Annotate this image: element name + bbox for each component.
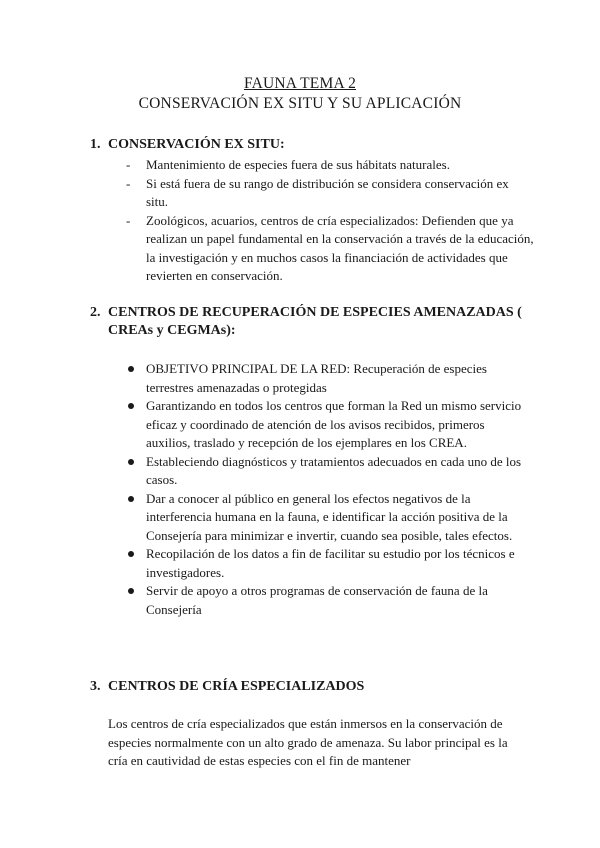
bullet-icon [128, 496, 134, 502]
section-1-number: 1. [90, 137, 101, 152]
list-item [128, 453, 528, 490]
bullet-icon [128, 459, 134, 465]
list-item-text: Estableciendo diagnósticos y tratamientos adecuados en cada uno de los casos. [146, 453, 522, 487]
section-2-heading [90, 304, 535, 340]
bullet-icon [128, 366, 134, 372]
bullet-icon [128, 551, 134, 557]
list-item-text: Mantenimiento de especies fuera de sus hábitats naturales. [146, 157, 450, 172]
section-2-number: 2. [90, 305, 101, 320]
bullet-icon [128, 403, 134, 409]
section-3-title: CENTROS DE CRÍA ESPECIALIZADOS [108, 679, 365, 694]
list-item [126, 175, 534, 212]
section-1-list [126, 156, 534, 286]
list-item-text: Recopilación de los datos a fin de facilitar su estudio por los técnicos e investigadores. [146, 546, 515, 580]
section-3-heading [90, 678, 535, 696]
dash-marker: - [126, 212, 131, 228]
list-item-text: Zoológicos, acuarios, centros de cría especializados: Defienden que ya realizan un papel fundamental en la conservación a través de la educación, la investigación y en muchos casos la financiación de actividades que revierten en conservación. [146, 212, 534, 283]
section-1-heading [90, 136, 535, 154]
section-2-title: CENTROS DE RECUPERACIÓN DE ESPECIES AMENAZADAS ( CREAs y CEGMAs): [108, 305, 522, 338]
section-3-paragraph: Los centros de cría especializados que están inmersos en la conservación de especies normalmente con un alto grado de amenaza. Su labor principal es la cría en cautividad de estas especies con el fin de mantener [108, 716, 508, 768]
list-item [128, 397, 528, 453]
list-item [128, 360, 528, 397]
section-3-number: 3. [90, 679, 101, 694]
list-item [126, 212, 534, 286]
list-item-text: Si está fuera de su rango de distribución se considera conservación ex situ. [146, 175, 509, 209]
list-item-text: OBJETIVO PRINCIPAL DE LA RED: Recuperación de especies terrestres amenazadas o protegidas [146, 361, 487, 395]
document-title: FAUNA TEMA 2 [243, 75, 357, 92]
list-item-text: Garantizando en todos los centros que forman la Red un mismo servicio eficaz y coordinado de atención de los avisos recibidos, primeros auxilios, traslado y recepción de los ejemplares en los CREA. [146, 398, 522, 450]
section-2-list [128, 360, 528, 619]
list-item [126, 156, 534, 175]
document-subtitle: CONSERVACIÓN EX SITU Y SU APLICACIÓN [138, 95, 462, 112]
section-1-title: CONSERVACIÓN EX SITU: [108, 137, 285, 152]
dash-marker: - [126, 175, 131, 191]
list-item [128, 545, 528, 582]
list-item [128, 490, 528, 546]
dash-marker: - [126, 157, 131, 172]
list-item-text: Dar a conocer al público en general los efectos negativos de la interferencia humana en la fauna, e identificar la acción positiva de la Consejería para minimizar e invertir, cuando sea posible, tales efectos. [146, 490, 513, 543]
bullet-icon [128, 588, 134, 594]
list-item-text: Servir de apoyo a otros programas de conservación de fauna de la Consejería [146, 583, 488, 617]
list-item [128, 582, 528, 619]
